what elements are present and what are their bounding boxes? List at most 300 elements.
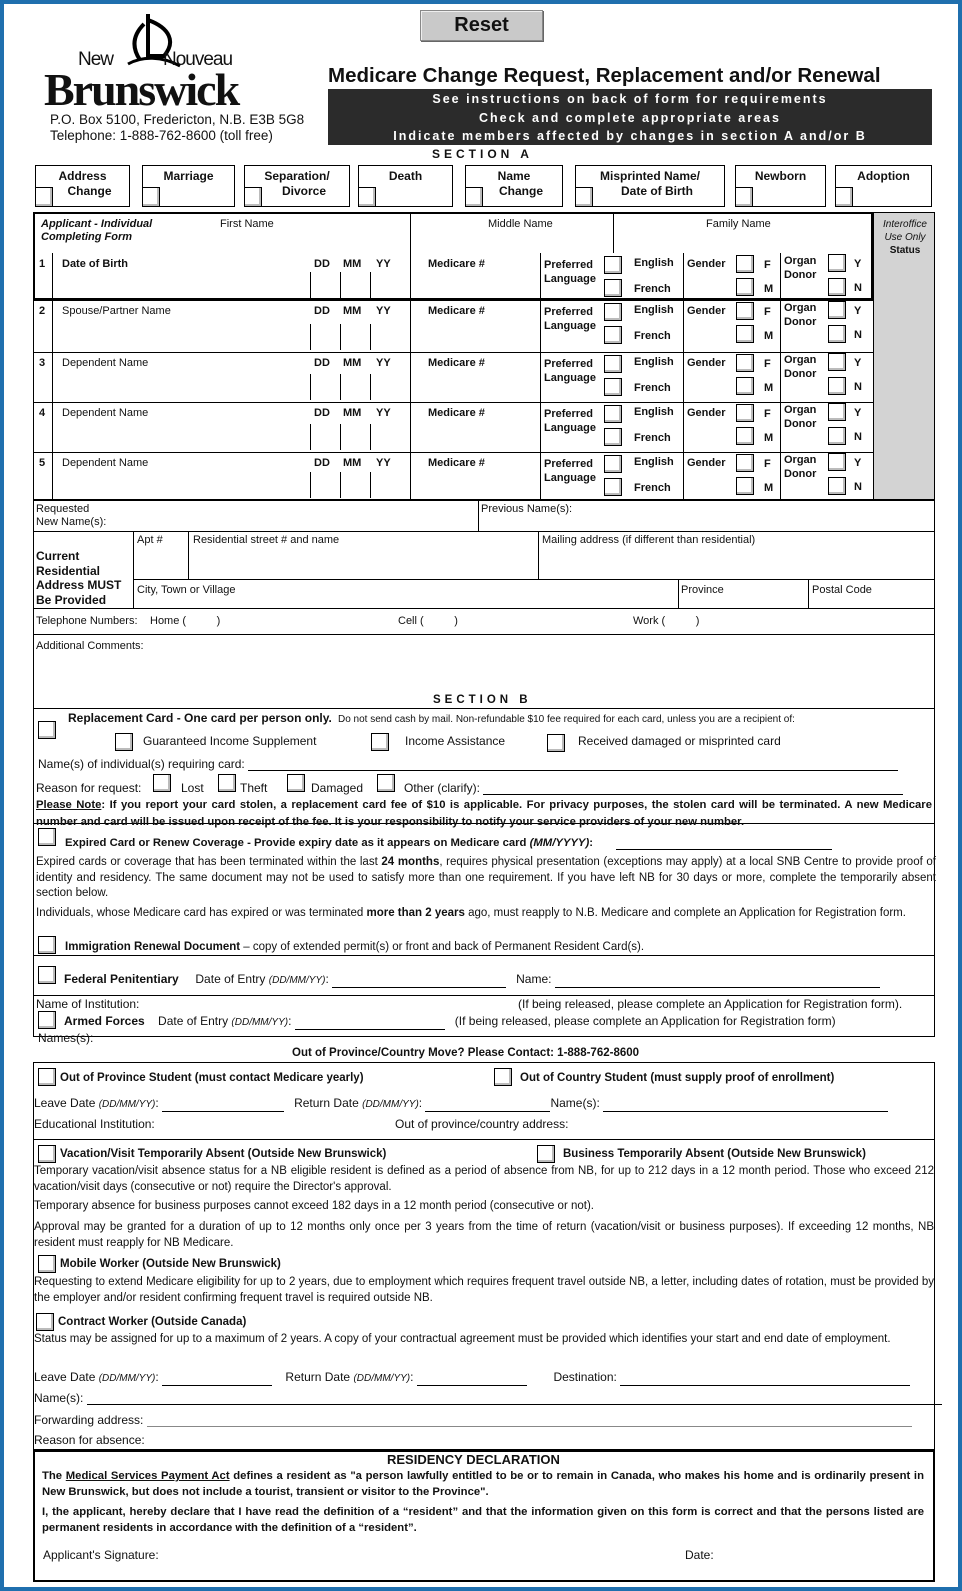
date-field[interactable]: Date:	[685, 1548, 714, 1562]
mailing-address: P.O. Box 5100, Fredericton, N.B. E3B 5G8	[50, 112, 305, 127]
leave-date-label: Leave Date	[34, 1370, 99, 1384]
signature-field[interactable]: Applicant's Signature:	[43, 1548, 159, 1562]
female-checkbox[interactable]	[736, 454, 754, 472]
organ-donor-label: Organ	[784, 354, 817, 366]
applicant-label: Applicant - Individual	[41, 218, 153, 230]
preferred-language-label: Language	[544, 372, 596, 384]
organ-donor-label: Donor	[784, 418, 817, 430]
organ-no-checkbox[interactable]	[828, 278, 846, 296]
change-type-label: Marriage	[163, 169, 214, 183]
requested-names-label: Requested	[36, 503, 90, 515]
mm-label: MM	[343, 305, 362, 317]
medicare-label: Medicare #	[428, 357, 485, 369]
instructions-banner	[328, 89, 932, 145]
english-checkbox[interactable]	[604, 455, 622, 473]
mm-label: MM	[343, 457, 362, 469]
comments-label: Additional Comments:	[36, 640, 144, 652]
change-type-option[interactable]	[35, 165, 130, 207]
oop-student-checkbox[interactable]	[38, 1068, 56, 1086]
theft-checkbox[interactable]	[218, 774, 236, 792]
male-checkbox[interactable]	[736, 427, 754, 445]
declaration-heading: RESIDENCY DECLARATION	[387, 1452, 560, 1467]
divider	[780, 402, 781, 452]
income-assistance-checkbox[interactable]	[371, 733, 389, 751]
worker-names-field[interactable]	[87, 1404, 942, 1405]
organ-yes-checkbox[interactable]	[828, 254, 846, 272]
organ-yes-checkbox[interactable]	[828, 453, 846, 471]
date-format: (DD/MM/YY)	[362, 1099, 419, 1110]
released-note-2: (If being released, please complete an Application for Registration form)	[454, 1014, 836, 1028]
organ-no-checkbox[interactable]	[828, 377, 846, 395]
gender-label: Gender	[687, 305, 726, 317]
male-checkbox[interactable]	[736, 477, 754, 495]
names-label: Name(s):	[550, 1096, 600, 1110]
english-label: English	[634, 406, 674, 418]
gender-label: Gender	[687, 457, 726, 469]
preferred-language-label: Preferred	[544, 306, 593, 318]
divider	[540, 300, 541, 352]
n-label: N	[854, 329, 862, 341]
lost-label: Lost	[181, 781, 204, 795]
french-checkbox[interactable]	[604, 279, 622, 297]
member-number: 1	[39, 258, 46, 270]
english-label: English	[634, 304, 674, 316]
logo-text-brunswick: Brunswick	[44, 64, 239, 115]
member-number: 3	[39, 357, 46, 369]
replacement-card-checkbox[interactable]	[38, 721, 56, 739]
interoffice-label: Interoffice	[883, 219, 927, 230]
n-label: N	[854, 431, 862, 443]
destination-field[interactable]	[620, 1385, 910, 1386]
organ-donor-label: Donor	[784, 269, 817, 281]
member-name-label: Spouse/Partner Name	[62, 305, 171, 317]
dd-label: DD	[314, 357, 330, 369]
change-type-option[interactable]	[142, 165, 235, 207]
date-divider	[310, 374, 311, 400]
street-field[interactable]: Residential street # and name	[193, 534, 340, 546]
lost-checkbox[interactable]	[153, 774, 171, 792]
theft-label: Theft	[240, 781, 268, 795]
change-type-checkbox[interactable]	[35, 187, 53, 207]
reapply-text-bold: more than 2 years	[366, 907, 465, 919]
m-label: M	[764, 432, 774, 444]
f-label: F	[764, 458, 771, 470]
current-address-label: Current	[36, 549, 80, 563]
student-names-field[interactable]	[603, 1111, 888, 1112]
preferred-language-label: Preferred	[544, 358, 593, 370]
y-label: Y	[854, 258, 862, 270]
date-format: (DD/MM/YY)	[98, 1099, 156, 1110]
female-checkbox[interactable]	[736, 302, 754, 320]
vacation-label: Vacation/Visit Temporarily Absent (Outside New Brunswick)	[60, 1148, 387, 1160]
mobile-worker-checkbox[interactable]	[38, 1255, 56, 1273]
federal-name-field[interactable]	[555, 987, 880, 988]
mobile-worker-label: Mobile Worker (Outside New Brunswick)	[60, 1258, 281, 1270]
current-address-label: Be Provided	[36, 592, 107, 607]
french-label: French	[634, 283, 671, 295]
english-checkbox[interactable]	[604, 303, 622, 321]
preferred-language-label: Preferred	[544, 408, 593, 420]
telephone: Telephone: 1-888-762-8600 (toll free)	[50, 128, 273, 143]
change-type-label: Name	[497, 169, 531, 183]
french-label: French	[634, 382, 671, 394]
male-checkbox[interactable]	[736, 325, 754, 343]
m-label: M	[764, 283, 774, 295]
change-type-option[interactable]	[244, 165, 350, 207]
form-title: Medicare Change Request, Replacement and/or Renewal	[328, 64, 881, 87]
expiry-date-field[interactable]	[616, 849, 832, 850]
work-phone-field[interactable]: Work ( )	[633, 615, 700, 627]
divider	[683, 253, 684, 300]
federal-penitentiary-checkbox[interactable]	[38, 966, 56, 984]
oop-address-label: Out of province/country address:	[395, 1117, 569, 1131]
date-divider	[370, 472, 371, 498]
member-number: 2	[39, 305, 46, 317]
dd-label: DD	[314, 457, 330, 469]
date-format: (DD/MM/YY)	[231, 1017, 289, 1028]
contract-worker-label: Contract Worker (Outside Canada)	[58, 1316, 247, 1328]
forwarding-label: Forwarding address:	[34, 1413, 144, 1427]
date-divider	[310, 472, 311, 498]
divider	[683, 300, 684, 352]
m-label: M	[764, 482, 774, 494]
member-number: 5	[39, 457, 46, 469]
divider	[540, 253, 541, 300]
reason-absence-label: Reason for absence:	[34, 1433, 145, 1447]
english-checkbox[interactable]	[604, 256, 622, 274]
y-label: Y	[854, 407, 862, 419]
leave-date-label: Leave Date	[34, 1096, 99, 1110]
please-note-text: : If you report your card stolen, a replacement card fee of $10 is applicable. For privacy purposes, the stolen card will be terminated. A new Medicare number and card will be issued upon receipt of the fee. It is your responsibility to notify your service providers of your new number.	[36, 799, 932, 828]
ooc-student-checkbox[interactable]	[494, 1068, 512, 1086]
change-type-option[interactable]	[835, 165, 932, 207]
mm-label: MM	[343, 407, 362, 419]
change-type-label: Change	[498, 184, 543, 198]
names-requiring-label: Name(s) of individual(s) requiring card:	[38, 757, 245, 771]
immigration-text: – copy of extended permit(s) or front and back of Permanent Resident Card(s).	[240, 941, 645, 953]
income-assistance-label: Income Assistance	[405, 734, 506, 748]
family-name-field[interactable]: Family Name	[706, 218, 771, 230]
province-field[interactable]: Province	[681, 584, 724, 596]
middle-name-field[interactable]: Middle Name	[488, 218, 553, 230]
date-divider	[370, 374, 371, 400]
home-phone-field[interactable]: Home ( )	[150, 615, 221, 627]
change-type-checkbox[interactable]	[575, 187, 593, 207]
other-checkbox[interactable]	[377, 774, 395, 792]
english-checkbox[interactable]	[604, 405, 622, 423]
replacement-note: Do not send cash by mail. Non-refundable $10 fee required for each card, unless you are a recipient of:	[337, 714, 795, 725]
requested-names-label-2: New Name(s):	[36, 516, 107, 528]
divider	[540, 402, 541, 452]
change-type-label: Address	[58, 169, 107, 183]
declaration-text: The	[42, 1470, 66, 1482]
english-label: English	[634, 356, 674, 368]
educational-institution-label: Educational Institution:	[34, 1117, 155, 1131]
member-name-label: Dependent Name	[62, 407, 149, 419]
apt-field[interactable]: Apt #	[137, 534, 163, 546]
medicare-label: Medicare #	[428, 457, 485, 469]
organ-yes-checkbox[interactable]	[828, 301, 846, 319]
y-label: Y	[854, 305, 862, 317]
yy-label: YY	[376, 407, 391, 419]
logo-text-new: New	[78, 49, 114, 70]
preferred-language-label: Preferred	[544, 259, 593, 271]
n-label: N	[854, 481, 862, 493]
gender-label: Gender	[687, 258, 726, 270]
damaged-checkbox[interactable]	[287, 774, 305, 792]
yy-label: YY	[376, 457, 391, 469]
released-note: (If being released, please complete an Application for Registration form).	[518, 997, 903, 1011]
organ-yes-checkbox[interactable]	[828, 403, 846, 421]
expired-text: , requires physical presentation (exceptions may apply) at a local SNB Centre to provide proof of identity and residency. The same document may not be used to satisfy more than one requirement. If you have left NB for 30 days or more, complete the temporarily absent section below.	[36, 856, 937, 899]
armed-forces-checkbox[interactable]	[38, 1011, 56, 1029]
divider	[683, 352, 684, 402]
city-field[interactable]: City, Town or Village	[137, 584, 236, 596]
logo-text-nouveau: Nouveau	[163, 49, 233, 70]
immigration-checkbox[interactable]	[38, 936, 56, 954]
banner-line: Check and complete appropriate areas	[479, 110, 781, 125]
male-checkbox[interactable]	[736, 377, 754, 395]
gis-checkbox[interactable]	[115, 733, 133, 751]
divider	[540, 352, 541, 402]
y-label: Y	[854, 357, 862, 369]
leave-date-field[interactable]	[162, 1385, 272, 1386]
y-label: Y	[854, 457, 862, 469]
preferred-language-label: Language	[544, 422, 596, 434]
date-divider	[340, 424, 341, 450]
business-checkbox[interactable]	[537, 1145, 555, 1163]
other-field[interactable]	[483, 794, 903, 795]
current-address-label: Residential	[36, 563, 101, 578]
member-name-label: Date of Birth	[62, 258, 128, 270]
expired-format: (MM/YYYY)	[529, 837, 590, 849]
organ-donor-label: Organ	[784, 404, 817, 416]
date-entry-label: Date of Entry	[158, 1014, 232, 1028]
yy-label: YY	[376, 305, 391, 317]
divider	[780, 352, 781, 402]
organ-donor-label: Organ	[784, 302, 817, 314]
row-divider	[33, 452, 873, 453]
organ-yes-checkbox[interactable]	[828, 353, 846, 371]
temp-absence-text: Temporary vacation/visit absence status for a NB eligible resident is defined as a period of absence from NB, for up to 212 days in a 12 month period. Those who exceed 212 vacation/visit days (consecutive or not) require the Director's approval.	[34, 1165, 934, 1193]
organ-no-checkbox[interactable]	[828, 427, 846, 445]
mailing-address-field[interactable]: Mailing address (if different than residential)	[542, 534, 756, 546]
organ-donor-label: Donor	[784, 316, 817, 328]
section-b-heading: SECTION B	[433, 694, 532, 706]
federal-date-field[interactable]	[332, 987, 506, 988]
f-label: F	[764, 408, 771, 420]
yy-label: YY	[376, 357, 391, 369]
change-type-option[interactable]	[465, 165, 563, 207]
names-label: Name(s):	[34, 1391, 84, 1405]
please-note-label: Please Note	[36, 799, 102, 811]
french-checkbox[interactable]	[604, 428, 622, 446]
change-type-option[interactable]	[735, 165, 826, 207]
names-requiring-field[interactable]	[248, 770, 898, 771]
mm-label: MM	[343, 357, 362, 369]
preferred-language-label: Language	[544, 472, 596, 484]
yy-label: YY	[376, 258, 391, 270]
english-checkbox[interactable]	[604, 355, 622, 373]
date-divider	[340, 324, 341, 350]
divider	[52, 253, 53, 300]
female-checkbox[interactable]	[736, 255, 754, 273]
member-name-label: Dependent Name	[62, 457, 149, 469]
current-address-label: Address MUST	[36, 578, 122, 592]
leave-date-field[interactable]	[162, 1111, 284, 1112]
forwarding-field[interactable]	[147, 1426, 912, 1427]
dd-label: DD	[314, 258, 330, 270]
english-label: English	[634, 456, 674, 468]
mobile-worker-text: Requesting to extend Medicare eligibility for up to 2 years, due to employment which requires frequent travel outside NB, a letter, including dates of rotation, must be provided by the employer and/or resident confirming frequent travel is required outside NB.	[34, 1276, 934, 1304]
organ-no-checkbox[interactable]	[828, 325, 846, 343]
change-type-checkbox[interactable]	[835, 187, 853, 207]
row-divider	[33, 352, 873, 353]
french-checkbox[interactable]	[604, 478, 622, 496]
preferred-language-label: Language	[544, 320, 596, 332]
reset-button[interactable]: Reset	[420, 10, 543, 41]
change-type-checkbox[interactable]	[358, 187, 376, 207]
date-divider	[370, 324, 371, 350]
change-type-label: Adoption	[857, 169, 910, 183]
organ-donor-label: Donor	[784, 368, 817, 380]
return-date-label: Return Date	[294, 1096, 363, 1110]
change-type-option[interactable]	[358, 165, 453, 207]
temp-business-text: Temporary absence for business purposes cannot exceed 182 days in a 12 month period (consecutive or not).	[34, 1200, 594, 1212]
change-type-label: Divorce	[281, 184, 327, 198]
female-checkbox[interactable]	[736, 404, 754, 422]
french-checkbox[interactable]	[604, 326, 622, 344]
english-label: English	[634, 257, 674, 269]
divider	[540, 452, 541, 500]
change-type-option[interactable]	[575, 165, 725, 207]
approval-text: Approval may be granted for a duration of up to 12 months only once per 3 years from the time of return (vacation/visit or business purposes). If exceeding 12 months, NB resident must reapply for NB Medicare.	[34, 1221, 934, 1249]
gis-label: Guaranteed Income Supplement	[143, 734, 317, 748]
vacation-checkbox[interactable]	[38, 1145, 56, 1163]
m-label: M	[764, 382, 774, 394]
gender-label: Gender	[687, 407, 726, 419]
date-format: (DD/MM/YY)	[353, 1373, 411, 1384]
m-label: M	[764, 330, 774, 342]
damaged-card-checkbox[interactable]	[547, 734, 565, 752]
expired-text-bold: 24 months	[381, 856, 440, 868]
divider	[683, 402, 684, 452]
row-divider	[33, 402, 873, 403]
expired-title: Expired Card or Renew Coverage - Provide expiry date as it appears on Medicare card	[65, 837, 530, 849]
first-name-field[interactable]: First Name	[220, 218, 274, 230]
french-label: French	[634, 330, 671, 342]
return-date-field[interactable]	[417, 1385, 527, 1386]
f-label: F	[764, 259, 771, 271]
banner-line: See instructions on back of form for requirements	[432, 92, 828, 106]
ooc-student-label: Out of Country Student (must supply proof of enrollment)	[520, 1072, 835, 1084]
change-type-checkbox[interactable]	[465, 187, 483, 207]
address-block	[33, 531, 935, 609]
organ-donor-label: Organ	[784, 454, 817, 466]
member-number: 4	[39, 407, 46, 419]
gender-label: Gender	[687, 357, 726, 369]
date-divider	[310, 424, 311, 450]
replacement-title: Replacement Card - One card per person only.	[68, 711, 332, 725]
postal-code-field[interactable]: Postal Code	[812, 584, 872, 596]
female-checkbox[interactable]	[736, 354, 754, 372]
out-of-province-heading: Out of Province/Country Move? Please Contact: 1-888-762-8600	[292, 1047, 640, 1059]
f-label: F	[764, 358, 771, 370]
date-divider	[310, 324, 311, 350]
federal-label: Federal Penitentiary	[64, 972, 179, 986]
change-type-checkbox[interactable]	[142, 187, 160, 207]
business-label: Business Temporarily Absent (Outside New Brunswick)	[563, 1148, 866, 1160]
return-date-field[interactable]	[425, 1111, 550, 1112]
destination-label: Destination:	[553, 1370, 617, 1384]
change-type-checkbox[interactable]	[735, 187, 753, 207]
preferred-language-label: Preferred	[544, 458, 593, 470]
divider	[52, 352, 53, 402]
date-divider	[370, 272, 371, 298]
date-entry-label: Date of Entry	[195, 972, 269, 986]
member-name-label: Dependent Name	[62, 357, 149, 369]
organ-donor-label: Organ	[784, 255, 817, 267]
institution-label: Name of Institution:	[36, 997, 140, 1011]
armed-date-field[interactable]	[295, 1029, 445, 1030]
previous-names-label: Previous Name(s):	[481, 503, 573, 515]
interoffice-label: Status	[889, 245, 921, 256]
divider	[780, 253, 781, 300]
french-checkbox[interactable]	[604, 378, 622, 396]
dd-label: DD	[314, 407, 330, 419]
cell-phone-field[interactable]: Cell ( )	[398, 615, 458, 627]
contract-worker-text: Status may be assigned for up to a maximum of 2 years. A copy of your contractual agreement must be provided which identifies your start and end date of employment.	[34, 1333, 891, 1345]
reapply-text: Individuals, whose Medicare card has expired or was terminated	[36, 907, 367, 919]
change-type-label: Death	[388, 169, 423, 183]
medicare-label: Medicare #	[428, 305, 485, 317]
dd-label: DD	[314, 305, 330, 317]
mm-label: MM	[343, 258, 362, 270]
interoffice-label: Use Only	[884, 232, 926, 243]
act-name: Medical Services Payment Act	[65, 1470, 230, 1482]
change-type-label: Change	[67, 184, 112, 198]
divider	[52, 452, 53, 500]
change-type-label: Date of Birth	[621, 184, 693, 198]
medicare-label: Medicare #	[428, 258, 485, 270]
male-checkbox[interactable]	[736, 278, 754, 296]
date-divider	[340, 374, 341, 400]
reapply-text: ago, must reapply to N.B. Medicare and complete an Application for Registration form.	[464, 907, 906, 919]
date-divider	[340, 272, 341, 298]
medicare-label: Medicare #	[428, 407, 485, 419]
banner-line: Indicate members affected by changes in section A and/or B	[393, 129, 867, 143]
armed-forces-label: Armed Forces	[64, 1014, 145, 1028]
date-divider	[340, 472, 341, 498]
other-label: Other (clarify):	[404, 781, 481, 795]
expired-card-checkbox[interactable]	[38, 828, 56, 846]
damaged-label: Damaged	[311, 781, 364, 795]
names-label: Names(s):	[38, 1031, 94, 1045]
expired-text: Expired cards or coverage that has been terminated within the last	[36, 856, 382, 868]
oop-student-label: Out of Province Student (must contact Medicare yearly)	[60, 1072, 364, 1084]
change-type-label: Misprinted Name/	[599, 169, 701, 183]
organ-no-checkbox[interactable]	[828, 477, 846, 495]
date-divider	[370, 424, 371, 450]
contract-worker-checkbox[interactable]	[36, 1313, 54, 1331]
divider	[52, 300, 53, 352]
return-date-label: Return Date	[285, 1370, 354, 1384]
change-type-checkbox[interactable]	[244, 187, 262, 207]
change-type-label: Separation/	[264, 169, 330, 183]
date-format: (DD/MM/YY)	[98, 1373, 156, 1384]
immigration-title: Immigration Renewal Document	[65, 941, 241, 953]
divider	[780, 452, 781, 500]
